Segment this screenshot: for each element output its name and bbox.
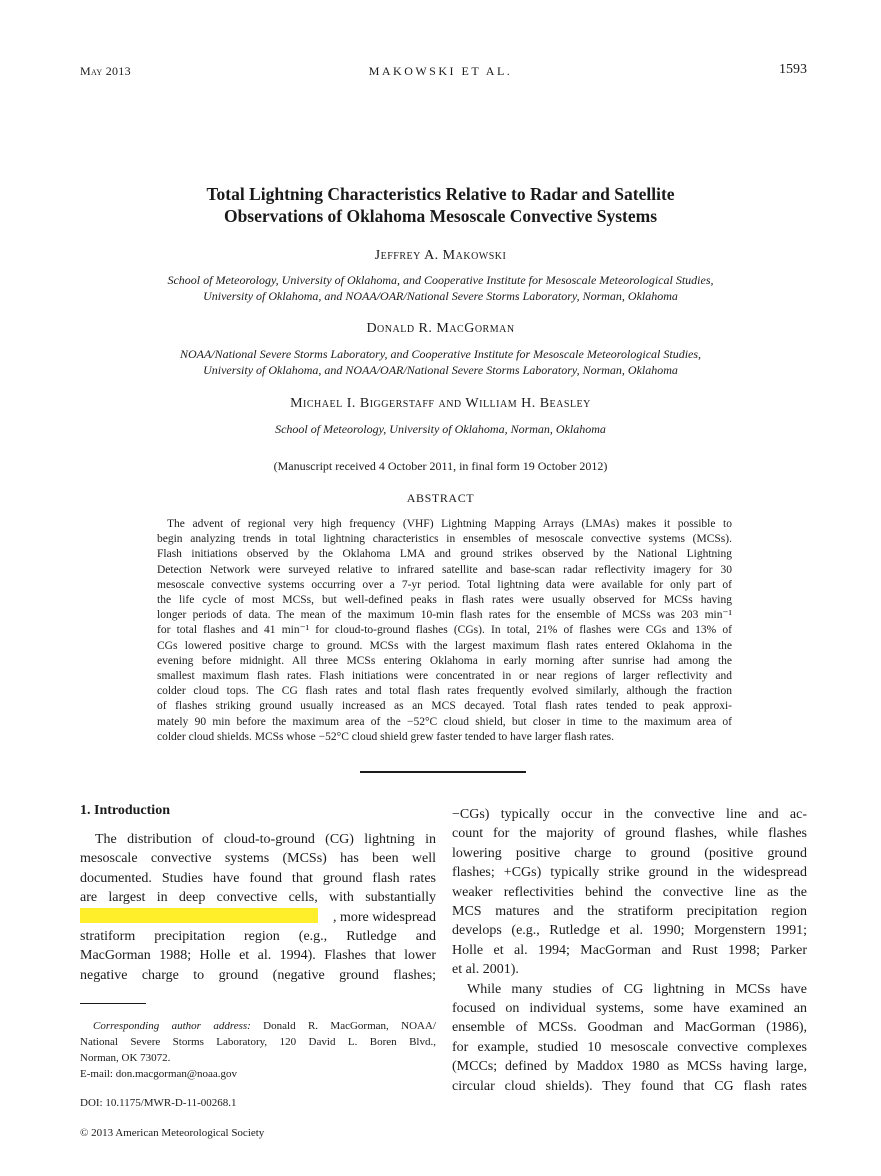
abstract-line: mesoscale convective systems occurring over a 7-yr period. Total lightning data were available for only part of xyxy=(157,578,732,591)
affiliation-2: NOAA/National Severe Storms Laboratory, and Cooperative Institute for Mesoscale Meteorological Studies, University of Oklahoma, and NOAA/OAR/National Severe Storms Laboratory, Norman, Oklahoma xyxy=(179,347,702,377)
body-line: stratiform precipitation region (e.g., Rutledge and xyxy=(80,929,436,945)
affiliation-1: School of Meteorology, University of Oklahoma, and Cooperative Institute for Mesoscale Meteorological Studies, University of Oklahoma, and NOAA/OAR/National Severe Storms Laboratory, Norman, Oklahoma xyxy=(167,273,714,303)
author-3: Michael I. Biggerstaff and William H. Beasley xyxy=(290,396,591,411)
body-line: circular cloud shields). They found that CG flash rates xyxy=(452,1078,807,1094)
highlight-mark xyxy=(80,908,318,923)
footnote-corresponding-author: Corresponding author address: Donald R. MacGorman, NOAA/ National Severe Storms Laboratory, 120 David L. Boren Blvd., Norman, OK 73072. E-mail: don.macgorman@noaa.gov xyxy=(80,1020,436,1080)
abstract-line: mately 90 min before the maximum area of the −52°C cloud shield, but closer in time to the maximum area of xyxy=(157,715,732,728)
body-line: (MCCs; defined by Maddox 1980 as MCSs having large, xyxy=(452,1059,807,1075)
body-line: et al. 2001). xyxy=(452,962,519,978)
paper-title xyxy=(0,183,881,227)
footnote-email: E-mail: don.macgorman@noaa.gov xyxy=(80,1068,238,1080)
page-number: 1593 xyxy=(779,62,807,77)
abstract-line: colder cloud shields. MCSs whose −52°C cloud shield grew faster tended to have larger flash rates. xyxy=(157,730,615,743)
body-line: MacGorman 1988; Holle et al. 1994). Flashes that lower xyxy=(80,948,436,964)
section-heading-introduction: 1. Introduction xyxy=(80,803,170,818)
body-line: mesoscale convective systems (MCSs) has been well xyxy=(80,851,436,867)
manuscript-dates: (Manuscript received 4 October 2011, in final form 19 October 2012) xyxy=(273,459,608,473)
abstract-line: longer periods of data. The mean of the maximum 10-min flash rates for the ensemble of MCSs was 203 min⁻¹ xyxy=(157,609,732,622)
body-line: Holle et al. 1994; MacGorman and Rust 1998; Parker xyxy=(452,942,807,958)
title-line-1: Total Lightning Characteristics Relative to Radar and Satellite xyxy=(206,184,675,204)
affiliation-3: School of Meteorology, University of Oklahoma, Norman, Oklahoma xyxy=(275,422,606,436)
footnote-label: Corresponding author address: xyxy=(93,1020,251,1032)
abstract-line: the life cycle of most MCSs, but well-defined peaks in flash rates were usually observed for MCSs having xyxy=(157,594,732,607)
body-line: ensemble of MCSs. Goodman and MacGorman (1986), xyxy=(452,1020,807,1036)
running-header-authors: MAKOWSKI ET AL. xyxy=(368,64,513,78)
body-line-highlighted: , more widespread xyxy=(80,908,436,927)
body-line: count for the majority of ground flashes, while flashes xyxy=(452,826,807,842)
abstract-line: of flashes striking ground usually increased as an MCS decayed. Total flash rates tended to peak approxi- xyxy=(157,700,732,713)
abstract-line: colder cloud tops. The CG flash rates and total flash rates frequently evolved similarly, although the fraction xyxy=(157,685,732,698)
body-line: develops (e.g., Rutledge et al. 1990; Morgenstern 1991; xyxy=(452,923,807,939)
abstract-line: begin analyzing trends in total lightning characteristics in ensembles of mesoscale convective systems (MCSs). xyxy=(157,533,732,546)
body-line: While many studies of CG lightning in MCSs have xyxy=(467,981,807,997)
abstract-heading: ABSTRACT xyxy=(406,491,475,505)
body-line: MCS matures and the stratiform precipitation region xyxy=(452,904,807,920)
intro-left-column xyxy=(80,830,436,985)
running-header-date: May 2013 xyxy=(80,64,131,78)
body-line: documented. Studies have found that ground flash rates xyxy=(80,870,436,886)
body-line: for example, studied 10 mesoscale convective complexes xyxy=(452,1039,807,1055)
author-2: Donald R. MacGorman xyxy=(366,321,515,336)
body-line: negative charge to ground (negative ground flashes; xyxy=(80,967,436,983)
intro-right-column xyxy=(452,805,807,1096)
body-line: weaker reflectivities behind the convective line as the xyxy=(452,884,807,900)
abstract-line: evening before midnight. All three MCSs entering Oklahoma in early morning after sunrise had among the xyxy=(157,654,732,667)
footnote-rule xyxy=(80,1003,146,1004)
abstract-line: for total flashes and 41 min⁻¹ for cloud-to-ground flashes (CGs). In total, 21% of flashes were CGs and 13% of xyxy=(157,624,732,637)
abstract-line: Flash initiations observed by the Oklahoma LMA and ground strikes observed by the National Lightning xyxy=(157,548,732,561)
section-divider xyxy=(360,771,526,773)
body-line: focused on individual systems, some have examined an xyxy=(452,1001,807,1017)
abstract-line: Detection Network were surveyed relative to infrared satellite and base-scan radar reflectivity imagery for 30 xyxy=(157,563,732,576)
body-line: lowering positive charge to ground (positive ground xyxy=(452,845,807,861)
abstract-line: smallest maximum flash rates. Flash initiations were concentrated in or near regions of larger reflectivity and xyxy=(157,670,732,683)
abstract-line: The advent of regional very high frequency (VHF) Lightning Mapping Arrays (LMAs) makes it possible to xyxy=(167,518,732,530)
copyright: © 2013 American Meteorological Society xyxy=(80,1127,265,1139)
abstract-line: CGs lowered positive charge to ground. MCSs with the largest maximum flash rates entered Oklahoma in the xyxy=(157,639,732,652)
abstract-body xyxy=(157,517,732,745)
body-line: are largest in deep convective cells, with substantially xyxy=(80,890,436,906)
title-line-2: Observations of Oklahoma Mesoscale Convective Systems xyxy=(223,206,658,226)
body-line: The distribution of cloud-to-ground (CG) lightning in xyxy=(95,832,436,847)
body-line: flashes; +CGs) typically strike ground in the widespread xyxy=(452,865,807,881)
body-line: −CGs) typically occur in the convective line and ac- xyxy=(452,807,807,822)
author-1: Jeffrey A. Makowski xyxy=(374,248,507,263)
doi: DOI: 10.1175/MWR-D-11-00268.1 xyxy=(80,1097,237,1109)
